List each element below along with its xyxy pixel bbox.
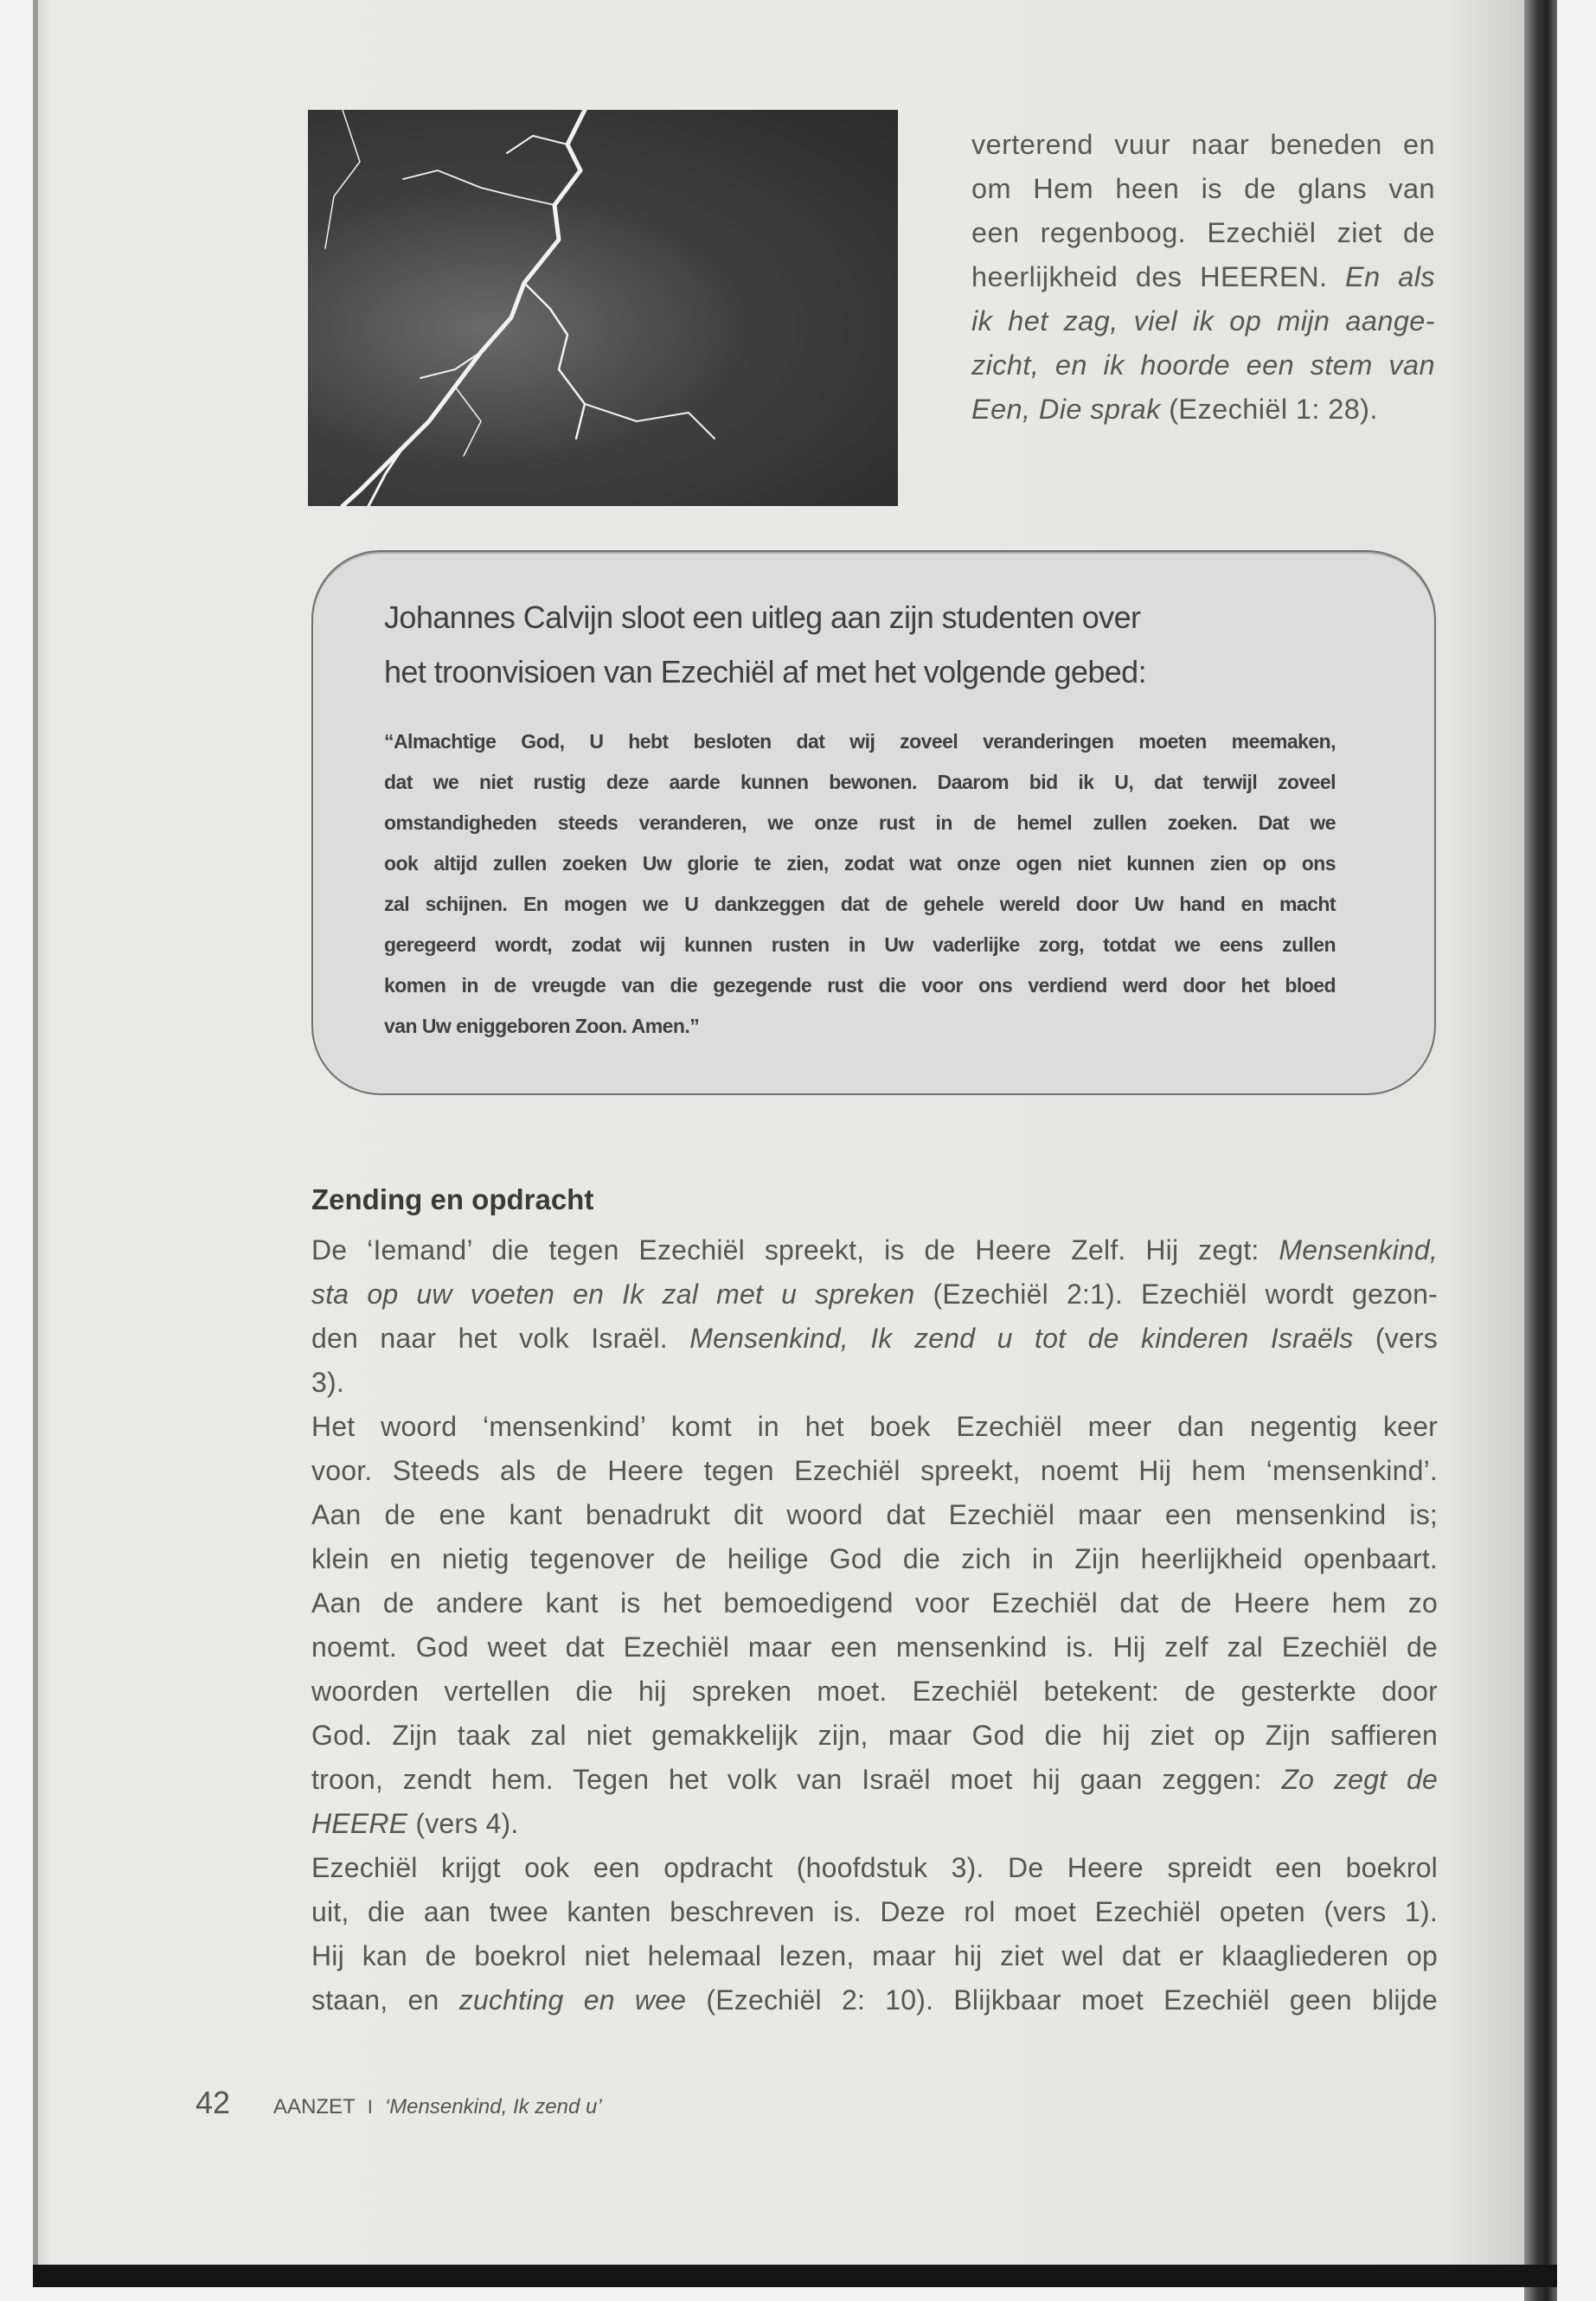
italic-quote-segment: Een, Die sprak xyxy=(971,394,1161,425)
text-segment: een regenboog. Ezechiël ziet de xyxy=(971,217,1435,248)
text-segment: Ezechiël krijgt ook een opdracht (hoofdstuk 3). De Heere spreidt een boekrol xyxy=(311,1852,1438,1883)
page-footer xyxy=(195,2085,602,2128)
text-segment: (vers 4). xyxy=(407,1808,519,1839)
text-segment: (Ezechiël 2: 10). Blijkbaar moet Ezechiël geen blijde xyxy=(686,1984,1438,2016)
text-segment: verterend vuur naar beneden en xyxy=(971,129,1435,160)
callout-heading-line: Johannes Calvijn sloot een uitleg aan zijn studenten over xyxy=(384,599,1141,635)
italic-quote-segment: Mensenkind, xyxy=(1279,1234,1438,1266)
text-segment: 3). xyxy=(311,1367,344,1398)
text-segment: (vers xyxy=(1353,1323,1439,1354)
callout-heading-line: het troonvisioen van Ezechiël af met het volgende gebed: xyxy=(384,654,1147,689)
footer-chapter-title: ‘Mensenkind, Ik zend u’ xyxy=(384,2095,602,2118)
italic-quote-segment: sta op uw voeten en Ik zal met u spreken xyxy=(311,1279,915,1310)
text-segment: staan, en xyxy=(311,1984,459,2016)
text-segment: God. Zijn taak zal niet gemakkelijk zijn, maar God die hij ziet op Zijn saffieren xyxy=(311,1720,1438,1751)
body-text-line xyxy=(311,1272,1438,1317)
body-text-line xyxy=(311,1228,1438,1272)
body-text-line xyxy=(311,1846,1438,1890)
quote-line: komen in de vreugde van die gezegende rust die voor ons verdiend werd door het bloed xyxy=(384,974,1336,997)
text-segment: (Ezechiël 2:1). Ezechiël wordt gezon- xyxy=(914,1279,1439,1310)
quote-line: ook altijd zullen zoeken Uw glorie te zien, zodat wat onze ogen niet kunnen zien op ons xyxy=(384,852,1336,875)
body-text-line xyxy=(311,1758,1438,1802)
quote-line: geregeerd wordt, zodat wij kunnen rusten in Uw vaderlijke zorg, totdat we eens zullen xyxy=(384,933,1336,956)
text-segment: heerlijkheid des HEEREN. xyxy=(971,261,1346,292)
text-segment: noemt. God weet dat Ezechiël maar een mensenkind is. Hij zelf zal Ezechiël de xyxy=(311,1631,1438,1663)
text-segment: Hij kan de boekrol niet helemaal lezen, maar hij ziet wel dat er klaagliederen op xyxy=(311,1940,1438,1971)
body-text-line xyxy=(311,1405,1438,1449)
body-text-line xyxy=(311,1890,1438,1934)
page-number: 42 xyxy=(195,2085,231,2120)
body-text-line xyxy=(311,1449,1438,1493)
body-text-line xyxy=(311,1802,1438,1846)
lightning-photo xyxy=(308,110,898,506)
body-text-line xyxy=(311,1978,1438,2022)
text-segment: De ‘Iemand’ die tegen Ezechiël spreekt, is de Heere Zelf. Hij zegt: xyxy=(311,1234,1279,1266)
italic-quote-segment: zuchting en wee xyxy=(458,1984,687,2016)
italic-quote-segment: zicht, en ik hoorde een stem van xyxy=(971,349,1435,381)
side-text-line xyxy=(971,299,1435,343)
text-segment: voor. Steeds als de Heere tegen Ezechiël spreekt, noemt Hij hem ‘mensenkind’. xyxy=(311,1455,1438,1486)
text-segment: uit, die aan twee kanten beschreven is. Deze rol moet Ezechiël opeten (vers 1). xyxy=(311,1896,1438,1927)
footer-section: AANZET xyxy=(273,2095,356,2118)
side-text-line xyxy=(971,211,1435,255)
calvin-prayer-quote xyxy=(384,721,1336,1047)
text-segment: klein en nietig tegenover de heilige God die zich in Zijn heerlijkheid openbaart. xyxy=(311,1543,1438,1574)
body-text-line xyxy=(311,1581,1438,1625)
text-segment: Aan de ene kant benadrukt dit woord dat Ezechiël maar een mensenkind is; xyxy=(311,1499,1438,1530)
text-segment: woorden vertellen die hij spreken moet. Ezechiël betekent: de gesterkte door xyxy=(311,1676,1438,1707)
prayer-callout-box xyxy=(311,550,1436,1095)
body-text-line xyxy=(311,1625,1438,1670)
text-segment: Het woord ‘mensenkind’ komt in het boek Ezechiël meer dan negentig keer xyxy=(311,1411,1438,1442)
quote-line: dat we niet rustig deze aarde kunnen bewonen. Daarom bid ik U, dat terwijl zoveel xyxy=(384,771,1336,793)
book-spine-shadow xyxy=(1524,0,1557,2301)
italic-quote-segment: En als xyxy=(1345,261,1435,292)
text-segment: (Ezechiël 1: 28). xyxy=(1160,394,1378,425)
italic-quote-segment: Mensenkind, Ik zend u tot de kinderen Israëls xyxy=(689,1323,1354,1354)
text-segment: den naar het volk Israël. xyxy=(311,1323,690,1354)
quote-line: “Almachtige God, U hebt besloten dat wij zoveel veranderingen moeten meemaken, xyxy=(384,730,1336,753)
side-text-line xyxy=(971,343,1435,388)
scan-edge-bottom xyxy=(33,2265,1557,2287)
italic-quote-segment: Zo zegt de xyxy=(1281,1764,1439,1795)
quote-line: van Uw eniggeboren Zoon. Amen.” xyxy=(384,1015,700,1037)
italic-quote-segment: ik het zag, viel ik op mijn aange- xyxy=(971,305,1435,336)
side-text-line xyxy=(971,255,1435,299)
italic-quote-segment: HEERE xyxy=(311,1808,408,1839)
text-segment: Aan de andere kant is het bemoedigend voor Ezechiël dat de Heere hem zo xyxy=(311,1587,1438,1618)
body-text xyxy=(311,1228,1438,2022)
side-text-line xyxy=(971,388,1435,432)
section-heading: Zending en opdracht xyxy=(311,1183,594,1215)
side-text-line xyxy=(971,167,1435,211)
body-text-line xyxy=(311,1317,1438,1361)
body-text-line xyxy=(311,1361,1438,1405)
quote-line: omstandigheden steeds veranderen, we onze rust in de hemel zullen zoeken. Dat we xyxy=(384,811,1336,834)
body-text-line xyxy=(311,1493,1438,1537)
body-text-line xyxy=(311,1714,1438,1758)
quote-line: zal schijnen. En mogen we U dankzeggen dat de gehele wereld door Uw hand en macht xyxy=(384,893,1336,915)
side-text-line xyxy=(971,123,1435,167)
body-text-line xyxy=(311,1670,1438,1714)
text-segment: om Hem heen is de glans van xyxy=(971,173,1435,204)
page-edge-left xyxy=(33,0,38,2265)
footer-separator: I xyxy=(367,2096,373,2118)
body-text-line xyxy=(311,1934,1438,1978)
side-column-text xyxy=(971,123,1435,432)
callout-heading xyxy=(384,590,1284,699)
body-text-line xyxy=(311,1537,1438,1581)
text-segment: troon, zendt hem. Tegen het volk van Israël moet hij gaan zeggen: xyxy=(311,1764,1282,1795)
